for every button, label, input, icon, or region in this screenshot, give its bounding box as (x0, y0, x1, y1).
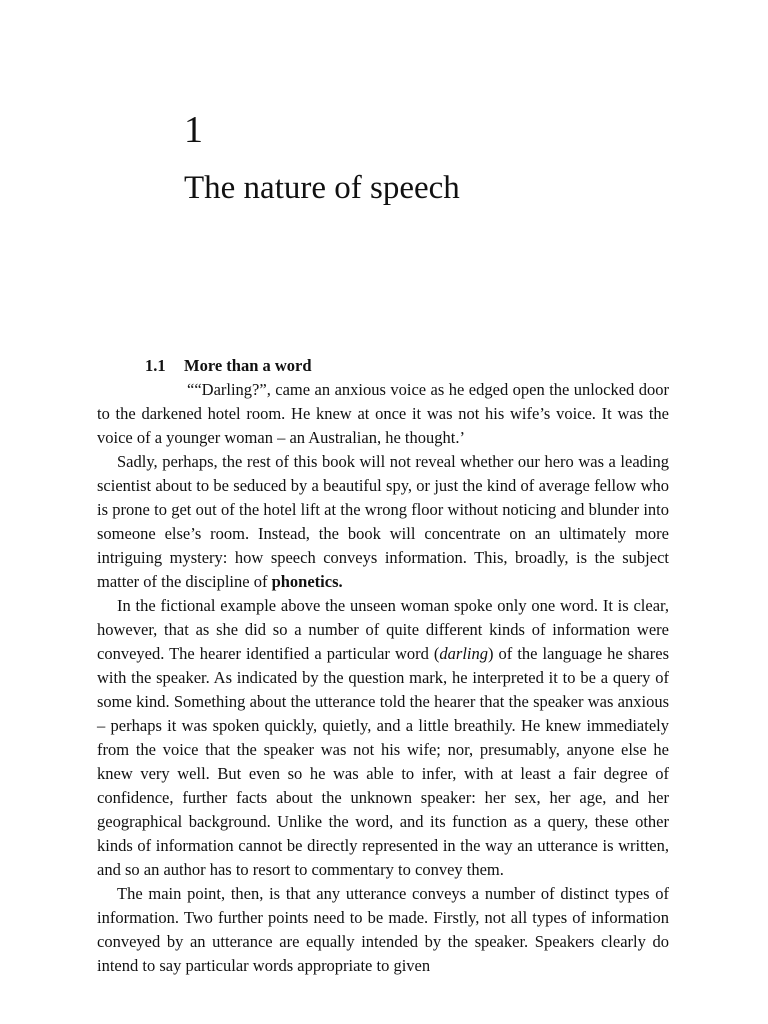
paragraph-main-point: The main point, then, is that any utterance conveys a number of distinct types of information. Two further points need to be made. Firstly, not all types of information conveyed by an utterance are equally intended by the speaker. Speakers clearly do intend to say particular words appropriate to given (97, 884, 669, 975)
chapter-title: The nature of speech (184, 170, 460, 206)
paragraph-text: In the fictional example above the unseen woman spoke only one word. It is clear, however, that as she did so a number of quite different kinds of information were conveyed. The hearer identified a particular word ( (97, 596, 669, 663)
chapter-number: 1 (184, 109, 203, 151)
paragraph-text: Sadly, perhaps, the rest of this book will not reveal whether our hero was a leading scientist about to be seduced by a beautiful spy, or just the kind of average fellow who is prone to get out of the hotel lift at the wrong floor without noticing and blunder into someone else’s room. Instead, the book will concentrate on an ultimately more intriguing mystery: how speech conveys information. This, broadly, is the subject matter of the discipline of (97, 452, 669, 591)
paragraph-text: ) of the language he shares with the speaker. As indicated by the question mark, he interpreted it to be a query of some kind. Something about the utterance told the hearer that the speaker was anxious – perhaps it was spoken quickly, quietly, and a little breathily. He knew immediately from the voice that the speaker was not his wife; nor, presumably, anyone else he knew very well. But even so he was able to infer, with at least a fair degree of confidence, further facts about the unknown speaker: her sex, her age, and her geographical background. Unlike the word, and its function as a query, these other kinds of information cannot be directly represented in the way an utterance is written, and so an author has to resort to commentary to convey them. (97, 644, 669, 879)
paragraph-quote: ““Darling?”, came an anxious voice as he edged open the unlocked door to the darkened hotel room. He knew at once it was not his wife’s voice. It was the voice of a younger woman – an Australian, he thought.’ (97, 380, 669, 447)
key-term: phonetics. (271, 572, 343, 591)
paragraph-phonetics (97, 450, 669, 594)
paragraph-example (97, 594, 669, 882)
italic-word: darling (439, 644, 488, 663)
section-heading (145, 354, 669, 378)
body-text (97, 354, 669, 978)
section-title: More than a word (184, 356, 312, 375)
section-number: 1.1 (145, 356, 166, 375)
